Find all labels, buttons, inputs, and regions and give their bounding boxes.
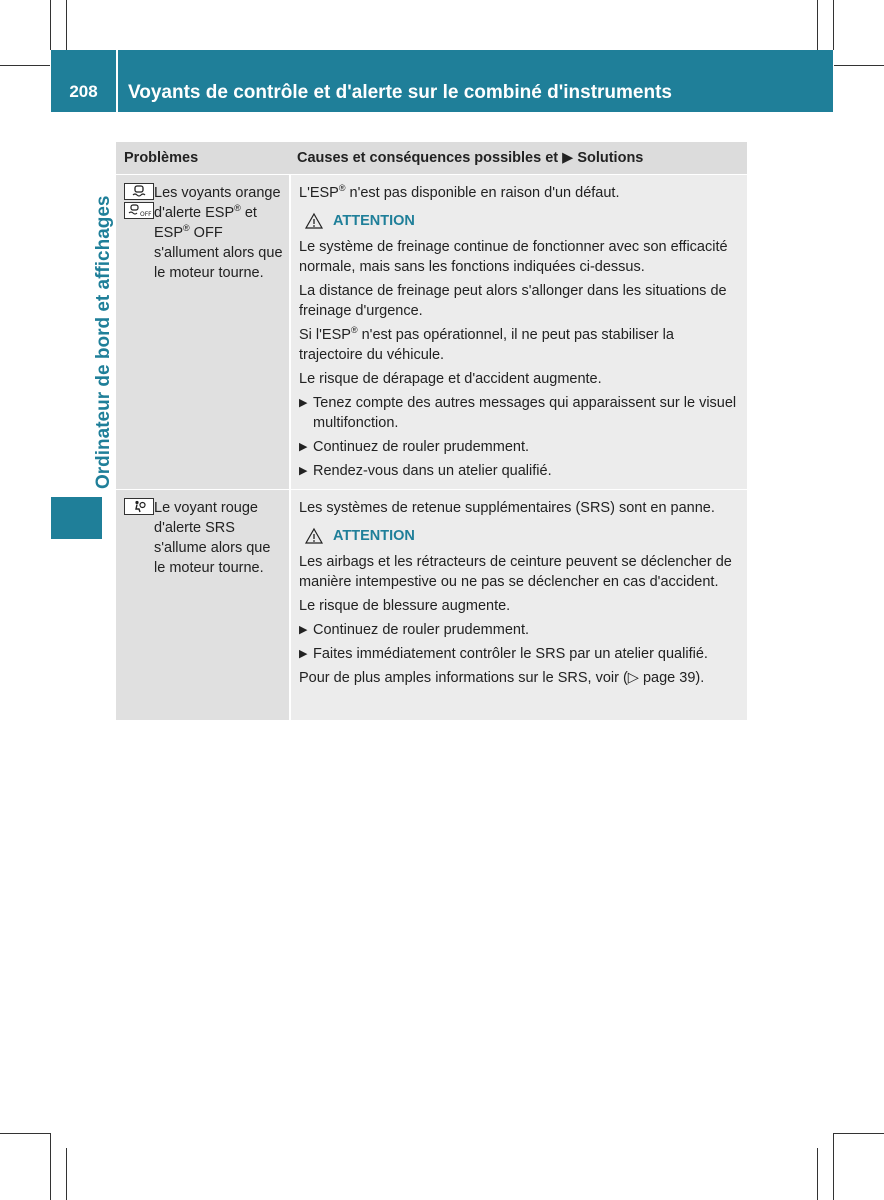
arrow-icon: ▶ xyxy=(299,397,308,409)
problem-text: Les voyants orange d'alerte ESP xyxy=(154,185,281,221)
arrow-icon: ▶ xyxy=(299,648,308,660)
page-title: Voyants de contrôle et d'alerte sur le combiné d'instruments xyxy=(128,82,672,103)
crop-mark xyxy=(817,0,818,50)
section-tab xyxy=(51,497,102,539)
paragraph: n'est pas opérationnel, il ne peut pas stabiliser la trajectoire du véhicule. xyxy=(299,327,674,363)
crop-mark xyxy=(66,1148,67,1200)
crop-mark xyxy=(0,65,50,66)
table-row xyxy=(116,489,747,720)
paragraph: Pour de plus amples informations sur le SRS, voir (▷ page 39). xyxy=(299,670,705,686)
attention-heading xyxy=(305,211,737,231)
list-item xyxy=(299,461,737,481)
causes-cell xyxy=(291,175,747,489)
paragraph: Si l'ESP xyxy=(299,327,351,343)
section-title: Ordinateur de bord et affichages xyxy=(93,195,114,489)
paragraph: La distance de freinage peut alors s'allonger dans les situations de freinage d'urgence. xyxy=(299,283,727,319)
crop-mark xyxy=(833,0,834,50)
paragraph: Le risque de blessure augmente. xyxy=(299,598,511,614)
paragraph: Les airbags et les rétracteurs de ceinture peuvent se déclencher de manière intempestive ou ne pas se déclencher en cas d'accident. xyxy=(299,554,732,590)
airbag-srs-icon xyxy=(124,498,154,515)
column-header-causes: Causes et conséquences possibles et ▶ Solutions xyxy=(297,150,644,166)
crop-mark xyxy=(834,65,884,66)
crop-mark xyxy=(834,1133,884,1134)
table-row xyxy=(116,174,747,489)
crop-mark xyxy=(0,1133,50,1134)
registered-mark: ® xyxy=(338,183,346,194)
list-item xyxy=(299,620,737,640)
list-item-text: Tenez compte des autres messages qui apparaissent sur le visuel multifonction. xyxy=(313,395,737,431)
list-item-text: Continuez de rouler prudemment. xyxy=(313,622,530,638)
cause-text: n'est pas disponible en raison d'un défaut. xyxy=(345,185,620,201)
list-item-text: Faites immédiatement contrôler le SRS par un atelier qualifié. xyxy=(313,646,708,662)
list-item xyxy=(299,644,737,664)
arrow-icon: ▶ xyxy=(299,441,308,453)
list-item xyxy=(299,393,737,433)
crop-mark xyxy=(66,0,67,50)
warning-table xyxy=(116,142,747,720)
cause-text: Les systèmes de retenue supplémentaires (SRS) sont en panne. xyxy=(299,500,715,516)
attention-label: ATTENTION xyxy=(333,213,415,229)
arrow-icon: ▶ xyxy=(299,465,308,477)
paragraph: Le risque de dérapage et d'accident augmente. xyxy=(299,371,602,387)
crop-mark xyxy=(817,1148,818,1200)
esp-warning-icon xyxy=(124,183,154,200)
list-item xyxy=(299,437,737,457)
problem-text: Le voyant rouge d'alerte SRS s'allume alors que le moteur tourne. xyxy=(154,500,271,576)
header-divider xyxy=(116,50,118,112)
svg-text:OFF: OFF xyxy=(140,211,152,218)
warning-triangle-icon xyxy=(305,213,323,229)
table-header xyxy=(116,142,747,174)
warning-triangle-icon xyxy=(305,528,323,544)
registered-mark: ® xyxy=(183,223,190,234)
list-item-text: Continuez de rouler prudemment. xyxy=(313,439,530,455)
arrow-icon: ▶ xyxy=(299,624,308,636)
page-number: 208 xyxy=(69,82,98,101)
registered-mark: ® xyxy=(350,325,358,336)
crop-mark xyxy=(833,1133,834,1200)
column-header-problems: Problèmes xyxy=(124,150,199,166)
problem-text: OFF s'allument alors que le moteur tourne. xyxy=(154,225,283,281)
crop-mark xyxy=(50,1133,51,1200)
attention-label: ATTENTION xyxy=(333,528,415,544)
problem-text: et ESP xyxy=(154,205,257,241)
esp-off-icon xyxy=(124,202,154,219)
attention-heading xyxy=(305,526,737,546)
crop-mark xyxy=(50,0,51,50)
paragraph: Le système de freinage continue de fonctionner avec son efficacité normale, mais sans les fonctions indiquées ci-dessus. xyxy=(299,239,728,275)
cause-text: L'ESP xyxy=(299,185,339,201)
registered-mark: ® xyxy=(234,203,241,214)
problem-cell xyxy=(116,490,289,720)
list-item-text: Rendez-vous dans un atelier qualifié. xyxy=(313,463,552,479)
causes-cell xyxy=(291,490,747,720)
problem-cell xyxy=(116,175,289,489)
